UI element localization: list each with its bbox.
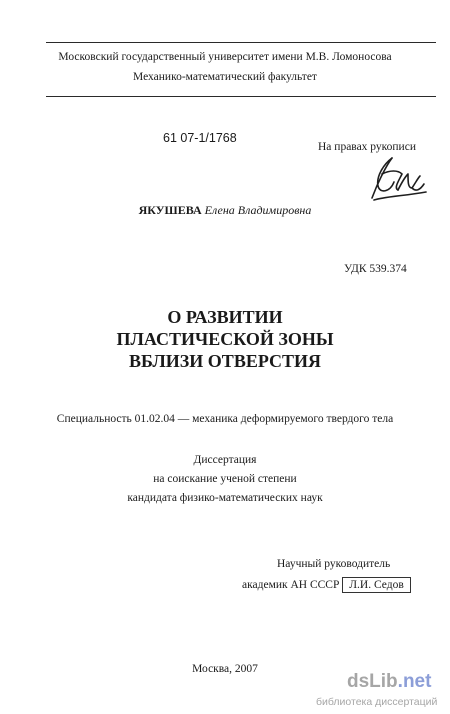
watermark-logo-part1: dsLib	[347, 671, 398, 692]
watermark-logo	[347, 671, 431, 693]
specialty-line: Специальность 01.02.04 — механика деформируемого твердого тела	[56, 413, 394, 425]
manuscript-rights-note: На правах рукописи	[318, 141, 416, 153]
udc-code: УДК 539.374	[344, 263, 407, 275]
university-name: Московский государственный университет имени М.В. Ломоносова	[58, 51, 392, 63]
degree-block	[0, 451, 450, 508]
watermark-logo-part2: .net	[397, 671, 432, 692]
archive-number: 61 07-1/1768	[163, 131, 237, 145]
degree-line: на соискание ученой степени	[153, 473, 297, 485]
city-year: Москва, 2007	[192, 663, 258, 675]
supervisor-title: академик АН СССР	[242, 579, 340, 591]
title-line: ПЛАСТИЧЕСКОЙ ЗОНЫ	[116, 329, 334, 349]
title-line: О РАЗВИТИИ	[167, 307, 283, 327]
supervisor-line	[242, 579, 411, 591]
author-given-names: Елена Владимировна	[204, 203, 312, 217]
signature-icon	[368, 152, 430, 206]
author-surname: ЯКУШЕВА	[138, 203, 202, 217]
supervisor-label: Научный руководитель	[277, 558, 391, 570]
degree-line: кандидата физико-математических наук	[127, 492, 323, 504]
dissertation-title	[0, 306, 450, 372]
watermark-caption: библиотека диссертаций	[316, 696, 438, 708]
author-line	[0, 203, 450, 218]
degree-line: Диссертация	[193, 454, 257, 466]
faculty-name: Механико-математический факультет	[133, 71, 317, 83]
header-bottom-rule	[46, 96, 436, 97]
header-top-rule	[46, 42, 436, 43]
supervisor-name: Л.И. Седов	[342, 577, 411, 593]
title-line: ВБЛИЗИ ОТВЕРСТИЯ	[128, 351, 322, 371]
